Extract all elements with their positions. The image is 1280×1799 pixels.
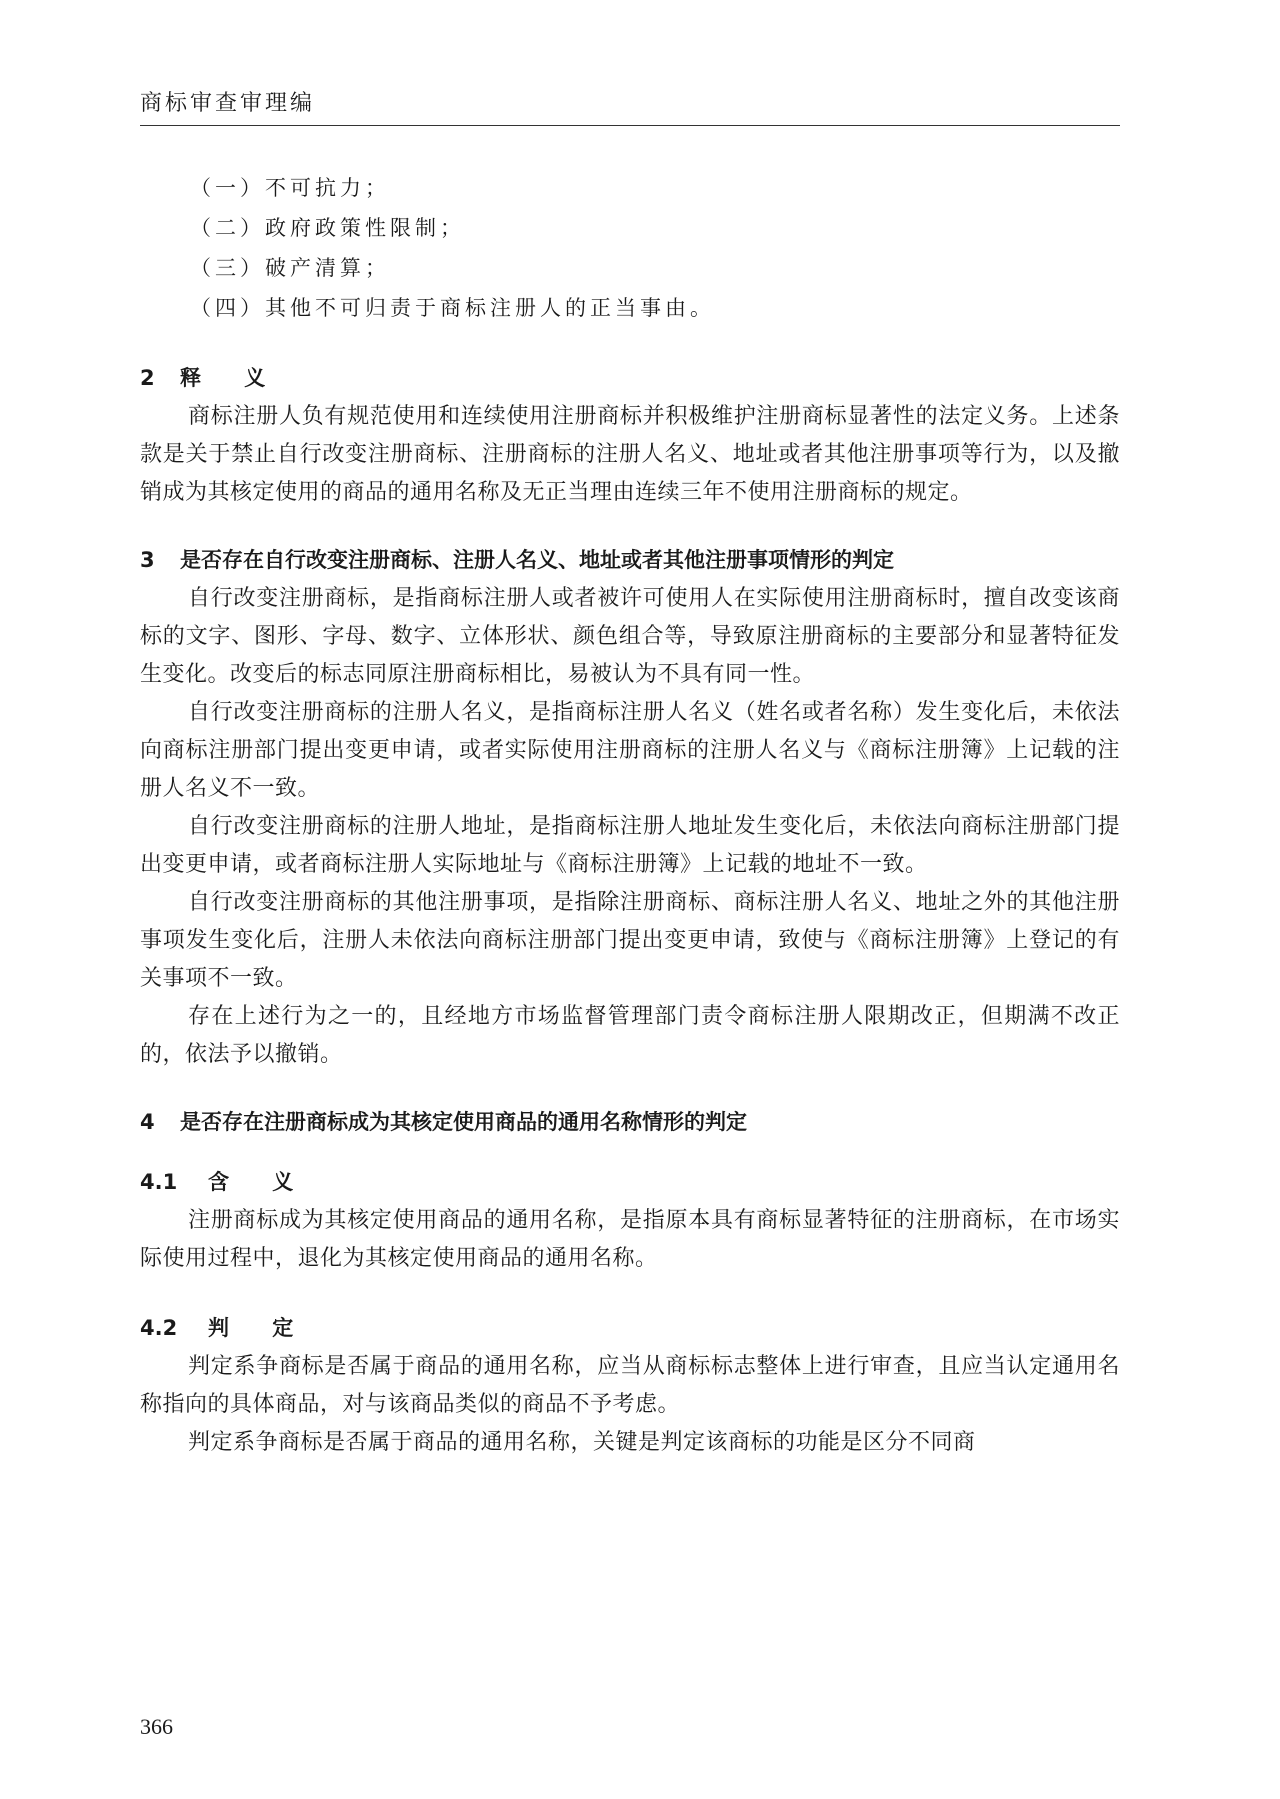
section-heading-4-2 bbox=[140, 1308, 1120, 1348]
section-number: 4.1 bbox=[140, 1170, 178, 1194]
paragraph: 自行改变注册商标的注册人地址，是指商标注册人地址发生变化后，未依法向商标注册部门提出变更申请，或者商标注册人实际地址与《商标注册簿》上记载的地址不一致。 bbox=[140, 814, 1120, 877]
list-item: （四）其他不可归责于商标注册人的正当事由。 bbox=[190, 296, 715, 320]
section-title: 是否存在自行改变注册商标、注册人名义、地址或者其他注册事项情形的判定 bbox=[180, 548, 894, 572]
section-title: 是否存在注册商标成为其核定使用商品的通用名称情形的判定 bbox=[180, 1110, 747, 1134]
section-title: 释 义 bbox=[180, 366, 284, 390]
section-title: 含 义 bbox=[208, 1170, 312, 1194]
paragraph: 自行改变注册商标的注册人名义，是指商标注册人名义（姓名或者名称）发生变化后，未依法向商标注册部门提出变更申请，或者实际使用注册商标的注册人名义与《商标注册簿》上记载的注册人名义不一致。 bbox=[140, 700, 1120, 801]
list-item: （二）政府政策性限制； bbox=[190, 216, 465, 240]
section-heading-4-1 bbox=[140, 1162, 1120, 1202]
section-number: 4.2 bbox=[140, 1316, 178, 1340]
page-body bbox=[140, 168, 1120, 1462]
section-number: 4 bbox=[140, 1110, 155, 1134]
page-number: 366 bbox=[140, 1714, 173, 1739]
paragraph: 商标注册人负有规范使用和连续使用注册商标并积极维护注册商标显著性的法定义务。上述条款是关于禁止自行改变注册商标、注册商标的注册人名义、地址或者其他注册事项等行为，以及撤销成为其核定使用的商品的通用名称及无正当理由连续三年不使用注册商标的规定。 bbox=[140, 404, 1120, 505]
list-item: （一）不可抗力； bbox=[190, 176, 390, 200]
section-number: 3 bbox=[140, 548, 155, 572]
section-title: 判 定 bbox=[208, 1316, 312, 1340]
paragraph: 自行改变注册商标，是指商标注册人或者被许可使用人在实际使用注册商标时，擅自改变该商标的文字、图形、字母、数字、立体形状、颜色组合等，导致原注册商标的主要部分和显著特征发生变化。改变后的标志同原注册商标相比，易被认为不具有同一性。 bbox=[140, 586, 1120, 687]
header-rule bbox=[140, 125, 1120, 126]
section-heading-2 bbox=[140, 358, 1120, 398]
section-heading-4 bbox=[140, 1102, 1120, 1142]
force-majeure-list bbox=[140, 168, 1120, 328]
list-item: （三）破产清算； bbox=[190, 256, 390, 280]
section-number: 2 bbox=[140, 366, 155, 390]
paragraph: 自行改变注册商标的其他注册事项，是指除注册商标、商标注册人名义、地址之外的其他注册事项发生变化后，注册人未依法向商标注册部门提出变更申请，致使与《商标注册簿》上登记的有关事项不一致。 bbox=[140, 890, 1120, 991]
paragraph: 判定系争商标是否属于商品的通用名称，应当从商标标志整体上进行审查，且应当认定通用名称指向的具体商品，对与该商品类似的商品不予考虑。 bbox=[140, 1354, 1120, 1417]
section-heading-3 bbox=[140, 540, 1120, 580]
paragraph: 存在上述行为之一的，且经地方市场监督管理部门责令商标注册人限期改正，但期满不改正的，依法予以撤销。 bbox=[140, 1004, 1120, 1067]
paragraph: 注册商标成为其核定使用商品的通用名称，是指原本具有商标显著特征的注册商标，在市场实际使用过程中，退化为其核定使用商品的通用名称。 bbox=[140, 1208, 1120, 1271]
paragraph: 判定系争商标是否属于商品的通用名称，关键是判定该商标的功能是区分不同商 bbox=[188, 1430, 976, 1455]
running-head: 商标审查审理编 bbox=[140, 91, 316, 116]
